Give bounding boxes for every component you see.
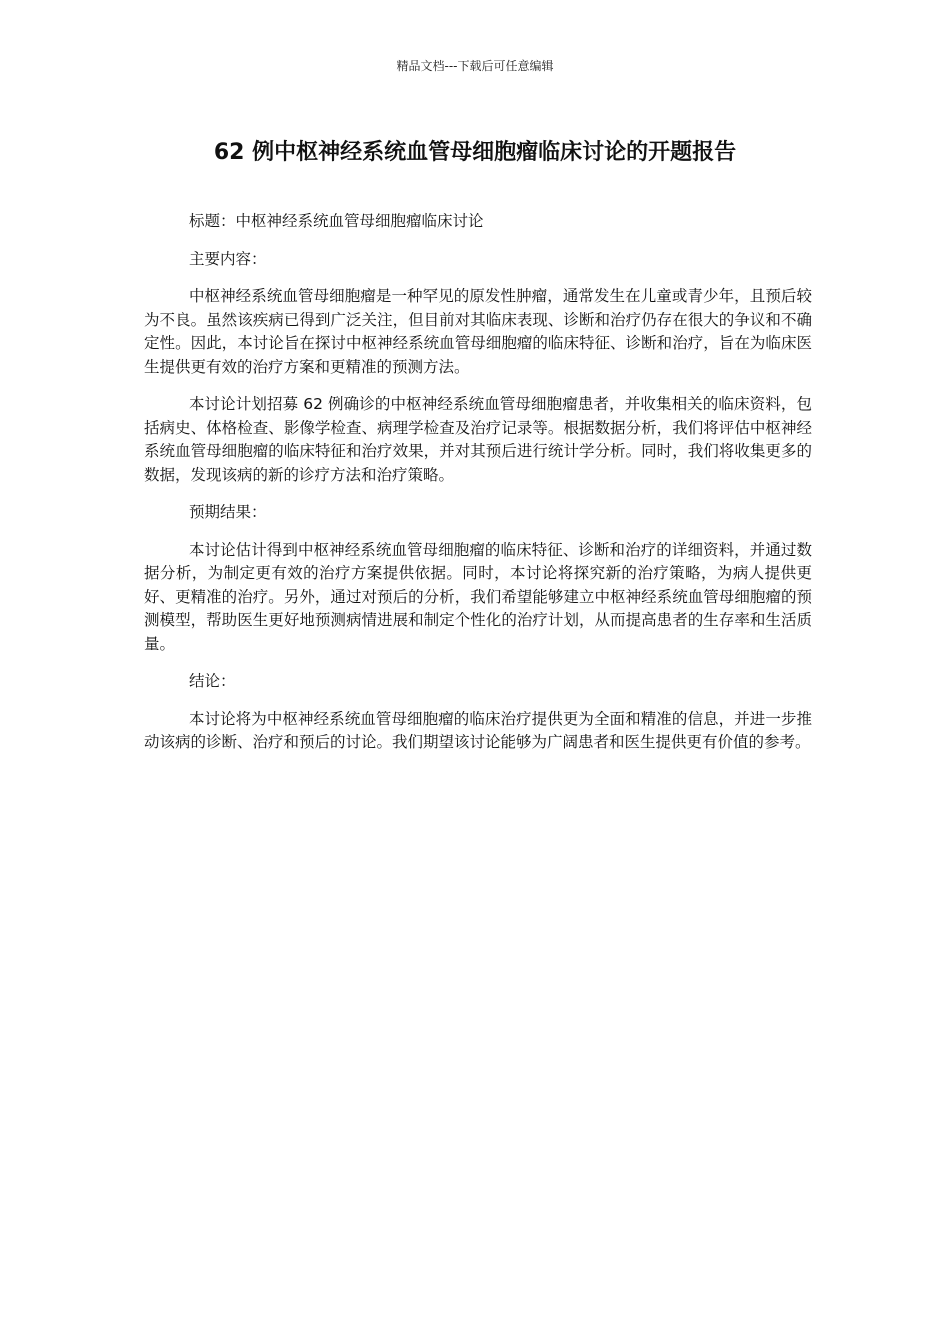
main-paragraph-2: 本讨论计划招募 62 例确诊的中枢神经系统血管母细胞瘤患者，并收集相关的临床资料，包括病史、体格检查、影像学检查、病理学检查及治疗记录等。根据数据分析，我们将评估中枢神经系统血管母细胞瘤的临床特征和治疗效果，并对其预后进行统计学分析。同时，我们将收集更多的数据，发现该病的新的诊疗方法和治疗策略。 bbox=[144, 395, 812, 484]
conclusion-label: 结论： bbox=[188, 672, 236, 690]
conclusion-paragraph: 本讨论将为中枢神经系统血管母细胞瘤的临床治疗提供更为全面和精准的信息，并进一步推动该病的诊断、治疗和预后的讨论。我们期望该讨论能够为广阔患者和医生提供更有价值的参考。 bbox=[144, 709, 812, 751]
expected-paragraph: 本讨论估计得到中枢神经系统血管母细胞瘤的临床特征、诊断和治疗的详细资料，并通过数据分析，为制定更有效的治疗方案提供依据。同时，本讨论将探究新的治疗策略，为病人提供更好、更精准的治疗。另外，通过对预后的分析，我们希望能够建立中枢神经系统血管母细胞瘤的预测模型，帮助医生更好地预测病情进展和制定个性化的治疗计划，从而提高患者的生存率和生活质量。 bbox=[144, 540, 812, 653]
subject-line: 标题：中枢神经系统血管母细胞瘤临床讨论 bbox=[188, 212, 484, 230]
expected-results-label: 预期结果： bbox=[188, 503, 267, 521]
main-paragraph-1: 中枢神经系统血管母细胞瘤是一种罕见的原发性肿瘤，通常发生在儿童或青少年，且预后较为不良。虽然该疾病已得到广泛关注，但目前对其临床表现、诊断和治疗仍存在很大的争议和不确定性。因此，本讨论旨在探讨中枢神经系统血管母细胞瘤的临床特征、诊断和治疗，旨在为临床医生提供更有效的治疗方案和更精准的预测方法。 bbox=[144, 287, 812, 376]
document-title: 62 例中枢神经系统血管母细胞瘤临床讨论的开题报告 bbox=[213, 140, 737, 165]
main-content-label: 主要内容： bbox=[188, 249, 267, 268]
document-body bbox=[144, 210, 812, 769]
header-note: 精品文档---下载后可任意编辑 bbox=[396, 59, 554, 73]
